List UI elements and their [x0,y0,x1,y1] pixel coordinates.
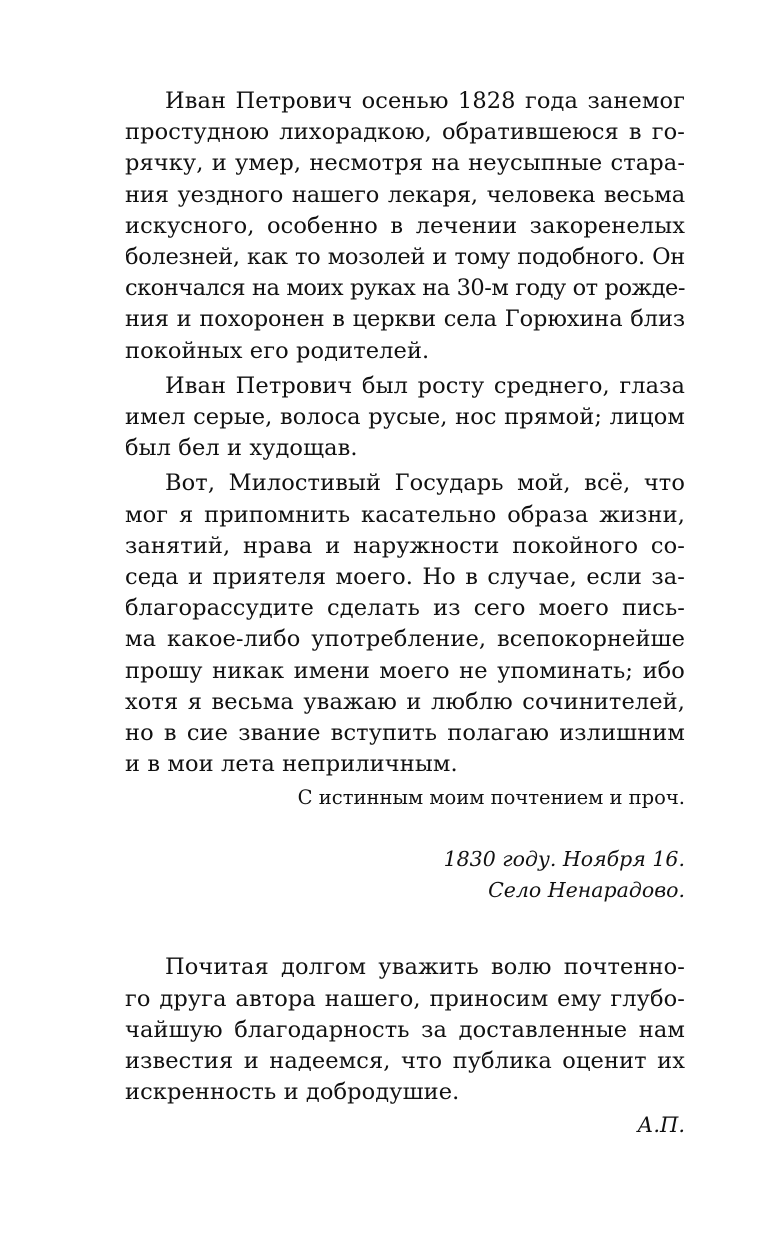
text-line: известия и надеемся, что публика оценит их [125,1048,686,1075]
text-line: ма какое-либо употребление, всепокорнейше [125,626,685,653]
text-line: Почитая долгом уважить волю почтенно- [165,954,685,981]
text-line: болезней, как то мозолей и тому подобного. Он [125,244,685,271]
text-line: ния и похоронен в церкви села Горюхина близ [125,306,686,333]
text-line: Иван Петрович был росту среднего, глаза [165,372,686,399]
text-line: покойных его родителей. [125,337,430,364]
text-line: благорассудите сделать из сего моего пись- [125,595,686,622]
text-line: искренность и добродушие. [125,1079,460,1106]
text-line: го друга автора нашего, приносим ему глубо- [125,985,685,1012]
letter-place: Село Ненарадово. [488,878,685,903]
text-line: скончался на моих руках на 30-м году от рожде- [125,275,685,302]
publisher-signature: А.П. [637,1113,685,1138]
paragraph-death-of-ivan-petrovich [125,86,685,367]
text-line: Иван Петрович осенью 1828 года занемог [165,88,685,114]
letter-date: 1830 году. Ноября 16. [443,847,685,872]
text-line: хотя я весьма уважаю и люблю сочинителей, [125,688,686,715]
text-line: седа и приятеля моего. Но в случае, если за- [125,564,685,591]
text-line: был бел и худощав. [125,435,358,462]
text-line: мог я припомнить касательно образа жизни, [125,501,685,528]
letter-closing: С истинным моим почтением и проч. [297,786,685,810]
text-line: занятий, нрава и наружности покойного со- [125,532,685,559]
text-line: прошу никак имени моего не упоминать; ибо [125,657,685,684]
text-line: Вот, Милостивый Государь мой, всё, что [165,470,685,497]
paragraph-publisher-note [125,952,685,1108]
text-line: но в сие звание вступить полагаю излишним [125,720,685,747]
paragraph-letter-ending [125,468,685,780]
text-line: и в мои лета неприличным. [125,751,458,778]
text-line: имел серые, волоса русые, нос прямой; лицом [125,404,685,431]
text-line: ния уездного нашего лекаря, человека весьма [125,181,686,208]
text-line: рячку, и умер, несмотря на неусыпные стара- [125,150,686,177]
text-line: простудною лихорадкою, обратившеюся в го- [125,119,685,146]
text-line: чайшую благодарность за доставленные нам [125,1016,685,1043]
book-page [125,86,685,1140]
paragraph-appearance [125,371,685,465]
text-line: искусного, особенно в лечении закоренелых [125,212,686,239]
